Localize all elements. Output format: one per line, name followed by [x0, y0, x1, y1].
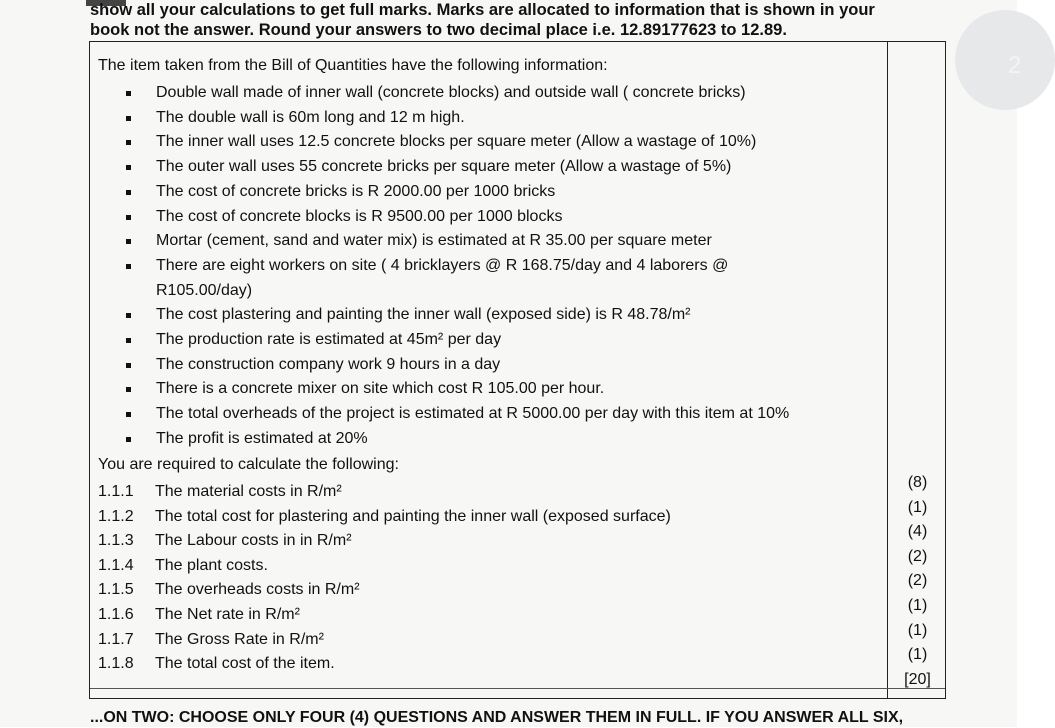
bullet-icon — [126, 338, 131, 343]
bullet-icon — [126, 140, 131, 145]
task-row — [98, 603, 878, 628]
boq-lead-text: The item taken from the Bill of Quantities have the following information: — [98, 57, 608, 74]
list-item: The double wall is 60m long and 12 m high. — [122, 106, 882, 131]
task-text: The plant costs. — [155, 556, 268, 574]
mark-value: (2) — [907, 572, 928, 590]
bullet-icon — [126, 239, 131, 244]
list-item: The cost plastering and painting the inner wall (exposed side) is R 48.78/m² — [122, 303, 882, 328]
task-text: The total cost for plastering and painting the inner wall (exposed surface) — [155, 507, 671, 525]
list-item: The outer wall uses 55 concrete bricks per square meter (Allow a wastage of 5%) — [122, 155, 882, 180]
list-item: The production rate is estimated at 45m² per day — [122, 328, 882, 353]
mark-value: (1) — [907, 621, 928, 639]
required-heading: You are required to calculate the following: — [98, 456, 399, 473]
task-number: 1.1.5 — [98, 581, 134, 599]
list-item: The cost of concrete bricks is R 2000.00 per 1000 bricks — [122, 180, 882, 205]
task-row — [98, 578, 878, 603]
task-number: 1.1.1 — [98, 483, 134, 500]
bullet-icon — [126, 215, 131, 220]
mark-value: (2) — [907, 547, 928, 565]
bullet-icon — [126, 363, 131, 368]
table-bottom-rule — [90, 688, 945, 689]
next-question-heading: ...ON TWO: CHOOSE ONLY FOUR (4) QUESTIONS AND ANSWER THEM IN FULL. IF YOU ANSWER ALL SIX, — [90, 709, 904, 726]
task-row — [98, 505, 878, 530]
list-item: Double wall made of inner wall (concrete blocks) and outside wall ( concrete bricks) — [122, 81, 882, 106]
mark-total: [20] — [904, 670, 931, 688]
bullet-icon — [126, 91, 131, 96]
task-row — [98, 480, 878, 505]
task-text: The Gross Rate in R/m² — [155, 630, 324, 648]
instructions-paragraph — [90, 0, 930, 40]
mark-value: (1) — [907, 498, 928, 516]
task-row — [98, 554, 878, 579]
task-row — [98, 652, 878, 677]
task-row — [98, 529, 878, 554]
mark-value: (4) — [907, 523, 928, 541]
task-number: 1.1.2 — [98, 507, 134, 525]
task-number: 1.1.3 — [98, 532, 134, 550]
list-item: The inner wall uses 12.5 concrete blocks per square meter (Allow a wastage of 10%) — [122, 130, 882, 155]
task-text: The material costs in R/m² — [155, 483, 342, 500]
task-number: 1.1.8 — [98, 655, 134, 673]
task-number: 1.1.6 — [98, 605, 134, 623]
page-number: 2 — [1008, 52, 1022, 79]
bullet-icon — [126, 412, 131, 417]
list-item: There are eight workers on site ( 4 bricklayers @ R 168.75/day and 4 laborers @ — [122, 254, 882, 279]
task-number: 1.1.7 — [98, 630, 134, 648]
bullet-icon — [126, 165, 131, 170]
task-number: 1.1.4 — [98, 556, 134, 574]
bullet-icon — [126, 437, 131, 442]
boq-info-list — [122, 81, 882, 452]
task-text: The Net rate in R/m² — [155, 605, 300, 623]
marks-column-divider — [887, 42, 888, 698]
bullet-icon — [126, 313, 131, 318]
list-item: There is a concrete mixer on site which cost R 105.00 per hour. — [122, 377, 882, 402]
list-item: The profit is estimated at 20% — [122, 427, 882, 452]
list-item: The construction company work 9 hours in a day — [122, 353, 882, 378]
bullet-icon — [126, 116, 131, 121]
list-item-continuation: R105.00/day) — [156, 281, 253, 299]
list-item: Mortar (cement, sand and water mix) is estimated at R 35.00 per square meter — [122, 229, 882, 254]
list-item: The cost of concrete blocks is R 9500.00 per 1000 blocks — [122, 205, 882, 230]
list-item: The total overheads of the project is estimated at R 5000.00 per day with this item at 10% — [122, 402, 882, 427]
task-text: The Labour costs in in R/m² — [155, 532, 352, 550]
marks-column — [890, 471, 945, 692]
mark-value: (8) — [907, 474, 928, 491]
question-table — [89, 41, 946, 699]
page-number-badge — [955, 10, 1055, 110]
task-text: The overheads costs in R/m² — [155, 581, 360, 599]
task-row — [98, 628, 878, 653]
instructions-line: show all your calculations to get full marks. Marks are allocated to information that is shown in your — [90, 1, 875, 19]
mark-value: (1) — [907, 646, 928, 664]
bullet-icon — [126, 387, 131, 392]
task-list — [98, 480, 878, 677]
bullet-icon — [126, 264, 131, 269]
instructions-line: book not the answer. Round your answers to two decimal place i.e. 12.89177623 to 12.89. — [90, 21, 787, 39]
bullet-icon — [126, 190, 131, 195]
task-text: The total cost of the item. — [155, 655, 335, 673]
mark-value: (1) — [907, 596, 928, 614]
